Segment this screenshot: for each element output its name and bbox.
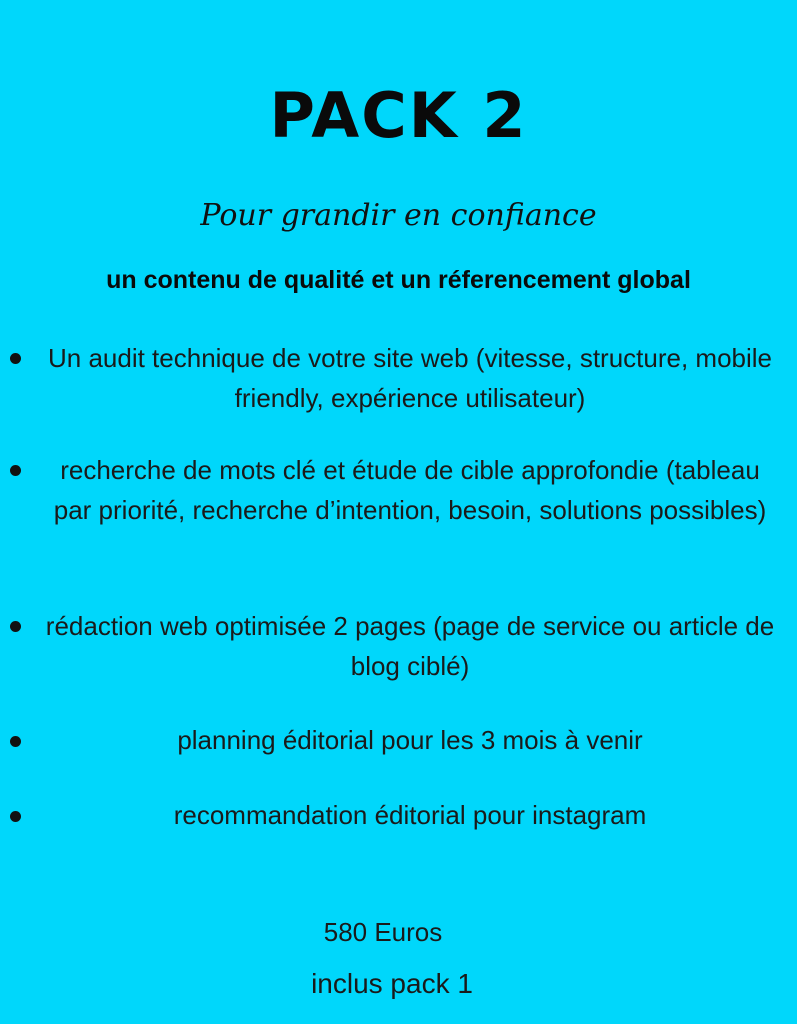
bullet-icon: [10, 621, 21, 632]
list-item-text: planning éditorial pour les 3 mois à venir: [177, 725, 643, 755]
included-label: inclus pack 1: [311, 968, 473, 999]
pack-title: PACK 2: [269, 79, 528, 152]
pack-subtitle: un contenu de qualité et un réferencement global: [106, 266, 691, 294]
list-item-text: rédaction web optimisée 2 pages (page de service ou article de blog ciblé): [45, 611, 775, 681]
bullet-icon: [10, 353, 21, 364]
bullet-icon: [10, 465, 21, 476]
bullet-icon: [10, 736, 21, 747]
list-item-text: Un audit technique de votre site web (vitesse, structure, mobile friendly, expérience utilisateur): [47, 343, 773, 413]
price-label: 580 Euros: [323, 917, 443, 947]
bullet-icon: [10, 811, 21, 822]
list-item-text: recommandation éditorial pour instagram: [173, 800, 647, 830]
pack-tagline: Pour grandir en confiance: [200, 198, 597, 233]
list-item-text: recherche de mots clé et étude de cible approfondie (tableau par priorité, recherche d’intention, besoin, solutions possibles): [53, 455, 767, 525]
